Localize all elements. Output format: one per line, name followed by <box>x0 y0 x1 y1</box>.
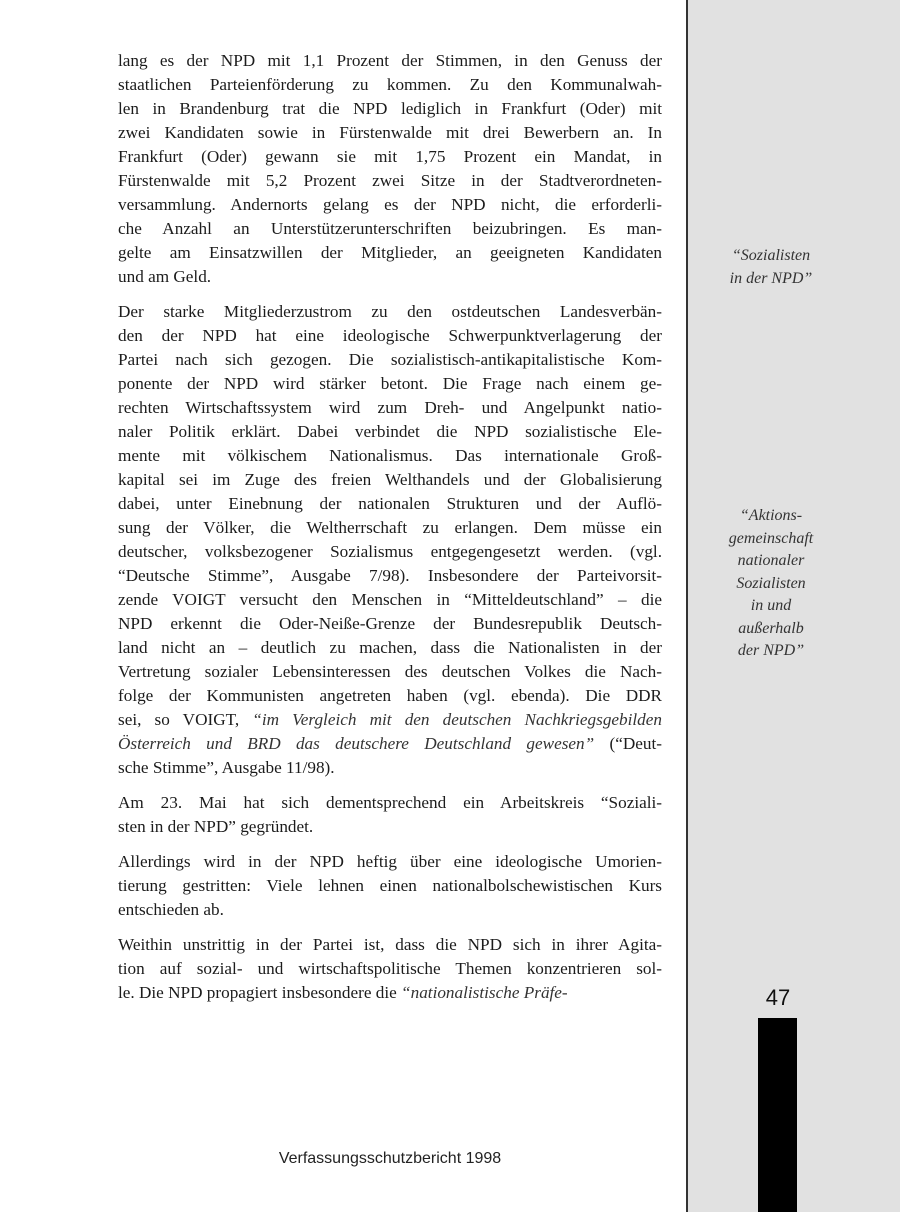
line-text: versammlung. Andernorts gelang es der NPD nicht, die erforderli- <box>118 195 662 214</box>
line-text: mente mit völkischem Nationalismus. Das internationale Groß- <box>118 446 662 465</box>
text-line <box>118 684 662 708</box>
line-text: Der starke Mitgliederzustrom zu den ostdeutschen Landesverbän- <box>118 302 662 321</box>
text-line <box>118 49 662 73</box>
line-text: und am Geld. <box>118 267 212 286</box>
text-line <box>118 981 662 1005</box>
line-text: rechten Wirtschaftssystem wird zum Dreh- und Angelpunkt natio- <box>118 398 662 417</box>
text-line <box>118 265 662 289</box>
page-footer: Verfassungsschutzbericht 1998 <box>278 1150 502 1167</box>
line-text: Allerdings wird in der NPD heftig über eine ideologische Umorien- <box>118 852 662 871</box>
text-line <box>118 708 662 732</box>
text-line <box>118 791 662 815</box>
line-text: len in Brandenburg trat die NPD lediglich in Frankfurt (Oder) mit <box>118 99 662 118</box>
line-text: Frankfurt (Oder) gewann sie mit 1,75 Prozent ein Mandat, in <box>118 147 662 166</box>
line-text: gelte am Einsatzwillen der Mitglieder, an geeigneten Kandidaten <box>118 243 662 262</box>
line-text: den der NPD hat eine ideologische Schwerpunktverlagerung der <box>118 326 662 345</box>
line-text: lang es der NPD mit 1,1 Prozent der Stimmen, in den Genuss der <box>118 51 662 70</box>
text-line <box>118 660 662 684</box>
line-text: Weithin unstrittig in der Partei ist, dass die NPD sich in ihrer Agita- <box>118 935 662 954</box>
line-text: Vertretung sozialer Lebensinteressen des deutschen Volkes die Nach- <box>118 662 662 681</box>
margin-sidebar <box>686 0 900 1212</box>
line-text: kapital sei im Zuge des freien Welthandels und der Globalisierung <box>118 470 662 489</box>
text-line <box>118 145 662 169</box>
line-text: Am 23. Mai hat sich dementsprechend ein Arbeitskreis “Soziali- <box>118 793 662 812</box>
text-line <box>118 300 662 324</box>
line-text: NPD erkennt die Oder-Neiße-Grenze der Bundesrepublik Deutsch- <box>118 614 662 633</box>
margin-note-aktionsgemeinschaft <box>688 505 854 663</box>
text-line <box>118 324 662 348</box>
text-line <box>118 516 662 540</box>
text-line <box>118 815 662 839</box>
line-text: ponente der NPD wird stärker betont. Die Frage nach einem ge- <box>118 374 662 393</box>
margin-note-line: in und <box>750 597 792 614</box>
line-text: zende VOIGT versucht den Menschen in “Mitteldeutschland” – die <box>118 590 662 609</box>
body-text <box>118 49 662 1016</box>
margin-note-line: außerhalb <box>738 619 804 637</box>
text-line <box>118 217 662 241</box>
text-line <box>118 444 662 468</box>
margin-note-line: in der NPD” <box>729 269 813 287</box>
text-line <box>118 372 662 396</box>
text-line <box>118 73 662 97</box>
text-line <box>118 874 662 898</box>
text-line <box>118 564 662 588</box>
line-text: folge der Kommunisten angetreten haben (vgl. ebenda). Die DDR <box>118 686 662 705</box>
text-line <box>118 121 662 145</box>
text-line <box>118 540 662 564</box>
line-text: che Anzahl an Unterstützerunterschriften beizubringen. Es man- <box>118 219 662 238</box>
line-text: dabei, unter Einebnung der nationalen Strukturen und der Auflö- <box>118 494 662 513</box>
line-text: (“Deut- <box>594 734 662 753</box>
text-line <box>118 492 662 516</box>
text-line <box>118 850 662 874</box>
text-line <box>118 957 662 981</box>
line-text: “Deutsche Stimme”, Ausgabe 7/98). Insbesondere der Parteivorsit- <box>118 566 662 585</box>
paragraph <box>118 850 662 922</box>
margin-note-line: Sozialisten <box>736 574 806 592</box>
text-line <box>118 169 662 193</box>
quote-text: Österreich und BRD das deutschere Deutschland gewesen” <box>118 734 595 753</box>
line-text: sung der Völker, die Weltherrschaft zu erlangen. Dem müsse ein <box>118 518 662 537</box>
line-text: entschieden ab. <box>118 900 224 919</box>
line-text: sei, so VOIGT, <box>118 710 253 729</box>
margin-note-line: gemeinschaft <box>728 529 814 547</box>
page-number: 47 <box>765 985 791 1010</box>
line-text: tion auf sozial- und wirtschaftspolitische Themen konzentrieren sol- <box>118 959 662 978</box>
line-text: land nicht an – deutlich zu machen, dass die Nationalisten in der <box>118 638 662 657</box>
margin-note-line: der NPD” <box>737 642 805 659</box>
text-line <box>118 898 662 922</box>
line-text: tierung gestritten: Viele lehnen einen nationalbolschewistischen Kurs <box>118 876 662 895</box>
line-text: sten in der NPD” gegründet. <box>118 817 314 836</box>
paragraph <box>118 49 662 289</box>
line-text: Partei nach sich gezogen. Die sozialistisch-antikapitalistische Kom- <box>118 350 662 369</box>
text-line <box>118 933 662 957</box>
line-text: le. Die NPD propagiert insbesondere die <box>118 983 402 1002</box>
line-text: sche Stimme”, Ausgabe 11/98). <box>118 758 335 777</box>
text-line <box>118 97 662 121</box>
text-line <box>118 396 662 420</box>
text-line <box>118 588 662 612</box>
paragraph <box>118 300 662 780</box>
line-text: naler Politik erklärt. Dabei verbindet die NPD sozialistische Ele- <box>118 422 662 441</box>
text-line <box>118 612 662 636</box>
line-text: Fürstenwalde mit 5,2 Prozent zwei Sitze in der Stadtverordneten- <box>118 171 662 190</box>
text-line <box>118 241 662 265</box>
paragraph <box>118 791 662 839</box>
text-line <box>118 636 662 660</box>
margin-note-line: “Sozialisten <box>731 247 811 264</box>
quote-text: “im Vergleich mit den deutschen Nachkriegsgebilden <box>252 710 662 729</box>
text-line <box>118 732 662 756</box>
margin-note-line: “Aktions- <box>739 507 803 524</box>
margin-note-sozialisten <box>688 245 854 290</box>
margin-note-line: nationaler <box>737 552 805 569</box>
line-text: deutscher, volksbezogener Sozialismus entgegengesetzt werden. (vgl. <box>118 542 662 561</box>
line-text: staatlichen Parteienförderung zu kommen. Zu den Kommunalwah- <box>118 75 662 94</box>
chapter-thumb-marker <box>758 1018 797 1212</box>
quote-text: “nationalistische Präfe- <box>401 983 568 1002</box>
text-line <box>118 420 662 444</box>
text-line <box>118 193 662 217</box>
text-line <box>118 756 662 780</box>
line-text: zwei Kandidaten sowie in Fürstenwalde mit drei Bewerbern an. In <box>118 123 662 142</box>
text-line <box>118 348 662 372</box>
paragraph <box>118 933 662 1005</box>
text-line <box>118 468 662 492</box>
